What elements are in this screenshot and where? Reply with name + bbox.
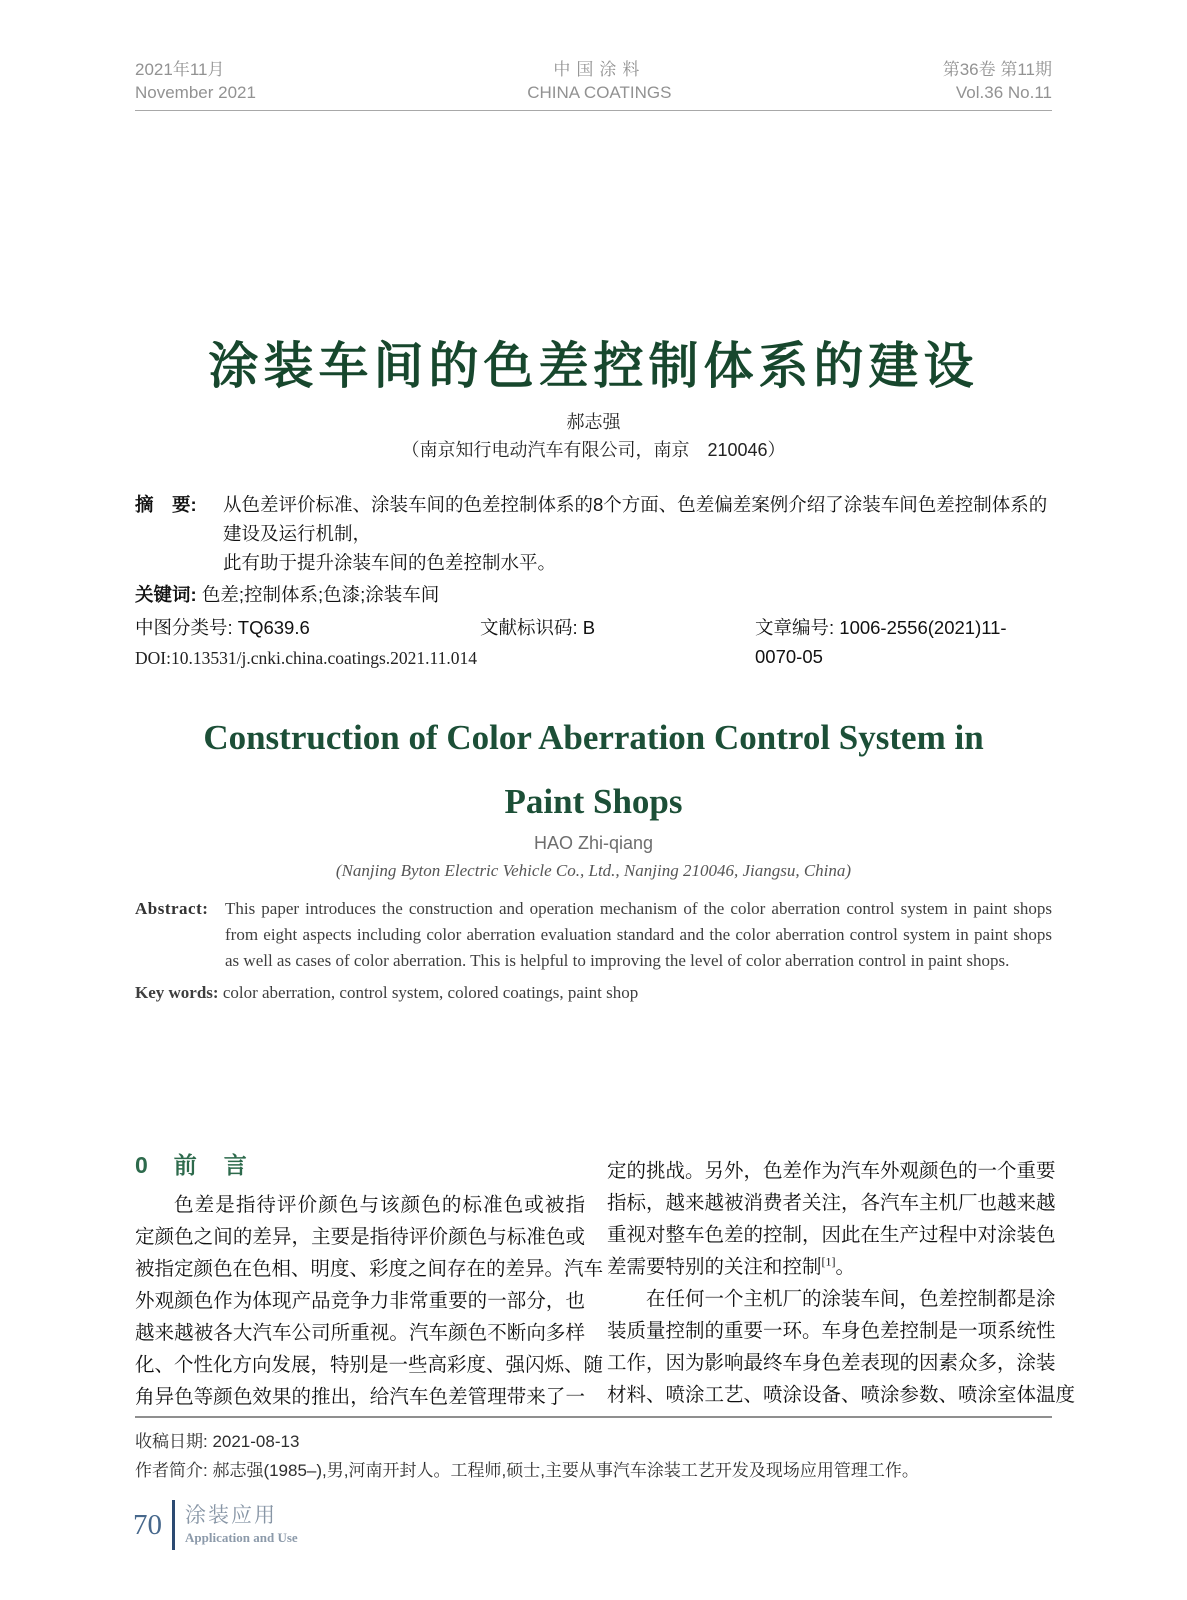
received-date: 收稿日期: 2021-08-13: [135, 1432, 300, 1451]
affiliation-en: (Nanjing Byton Electric Vehicle Co., Ltd., Nanjing 210046, Jiangsu, China): [335, 861, 852, 880]
author-bio: 作者简介: 郝志强(1985–),男,河南开封人。工程师,硕士,主要从事汽车涂装工艺开发及现场应用管理工作。: [135, 1461, 919, 1480]
abstract-block-en: [135, 896, 1052, 1006]
abstract-cn-text: [223, 490, 1052, 577]
journal-header: [135, 58, 1052, 104]
footer-column-name: [185, 1503, 298, 1547]
keywords-en-label: Key words:: [135, 983, 219, 1002]
article-title-cn: 涂装车间的色差控制体系的建设: [208, 338, 979, 394]
header-issue-en: Vol.36 No.11: [955, 83, 1052, 102]
body-line-with-reference: [607, 1252, 1052, 1284]
body-line-text: 差需要特别的关注和控制: [607, 1257, 822, 1278]
introduction-section: [135, 1150, 1076, 1414]
reference-marker: [1]: [821, 1254, 836, 1269]
abstract-cn-label: 摘 要:: [135, 494, 197, 515]
page-footer: [133, 1500, 298, 1550]
body-line: 材料、喷涂工艺、喷涂设备、喷涂参数、喷涂室体温度: [607, 1385, 1076, 1406]
body-line: 工作，因为影响最终车身色差表现的因素众多，涂装: [607, 1353, 1056, 1374]
body-line: 装质量控制的重要一环。车身色差控制是一项系统性: [607, 1321, 1056, 1342]
abstract-cn-line1: 从色差评价标准、涂装车间的色差控制体系的8个方面、色差偏差案例介绍了涂装车间色差控制体系的建设及运行机制，: [223, 494, 1048, 544]
body-line: 指标，越来越被消费者关注，各汽车主机厂也越来越: [607, 1193, 1056, 1214]
keywords-cn-row: [135, 580, 1052, 609]
header-date-cn: 2021年11月: [135, 60, 225, 79]
document-code: 文献标识码: B: [480, 617, 596, 638]
abstract-cn-row: [135, 490, 1052, 577]
header-issue-cn: 第36卷 第11期: [942, 60, 1052, 79]
keywords-en-text: color aberration, control system, colored coatings, paint shop: [222, 983, 639, 1002]
abstract-en-label: Abstract:: [135, 899, 209, 918]
keywords-cn-text: 色差;控制体系;色漆;涂装车间: [201, 584, 440, 605]
intro-column-right: [607, 1150, 1076, 1414]
body-line: 色差是指待评价颜色与该颜色的标准色或被指: [174, 1195, 585, 1216]
body-line: 被指定颜色在色相、明度、彩度之间存在的差异。汽车: [135, 1259, 604, 1280]
footnote-block: [135, 1416, 1052, 1485]
body-line: 重视对整车色差的控制，因此在生产过程中对涂装色: [607, 1225, 1056, 1246]
body-line: 化、个性化方向发展，特别是一些高彩度、强闪烁、随: [135, 1355, 604, 1376]
header-issue: [943, 58, 1052, 104]
intro-column-left: [135, 1150, 604, 1414]
footer-divider-bar: [172, 1500, 175, 1550]
title-en-line1: Construction of Color Aberration Control System in: [203, 718, 984, 757]
article-title-en: [0, 706, 1187, 834]
abstract-en-text: This paper introduces the construction and operation mechanism of the color aberration control system in paint shops from eight aspects including color aberration evaluation standard and the color aberration control system in paint shops as well as cases of color aberration. This is helpful to improving the level of color aberration control in paint shops.: [225, 899, 1052, 970]
body-line: 在任何一个主机厂的涂装车间，色差控制都是涂: [646, 1289, 1056, 1310]
affiliation-cn: （南京知行电动汽车有限公司，南京 210046）: [401, 440, 786, 460]
body-line: 定的挑战。另外，色差作为汽车外观颜色的一个重要: [607, 1161, 1056, 1182]
header-date-en: November 2021: [135, 83, 256, 102]
body-line-tail: 。: [835, 1257, 856, 1278]
header-divider: [135, 110, 1052, 111]
article-id: 文章编号: 1006-2556(2021)11-0070-05: [755, 617, 1007, 667]
footnote-divider: [135, 1416, 1052, 1418]
author-name-cn: 郝志强: [566, 412, 621, 432]
page-number: 70: [133, 1508, 162, 1541]
footer-column-cn: 涂装应用: [185, 1504, 277, 1527]
abstract-block-cn: [135, 490, 1052, 673]
footer-column-en: Application and Use: [185, 1530, 298, 1545]
keywords-en-row: [135, 980, 1052, 1006]
clc-number: 中图分类号: TQ639.6: [135, 617, 310, 638]
journal-name-en: CHINA COATINGS: [527, 83, 672, 102]
title-en-line2: Paint Shops: [504, 782, 683, 821]
body-line: 定颜色之间的差异，主要是指待评价颜色与标准色或: [135, 1227, 585, 1248]
section-number: 0: [135, 1152, 148, 1178]
journal-name-cn: 中国涂料: [553, 60, 646, 79]
author-name-en: HAO Zhi-qiang: [533, 833, 654, 853]
body-line: 越来越被各大汽车公司所重视。汽车颜色不断向多样: [135, 1323, 585, 1344]
doi: DOI:10.13531/j.cnki.china.coatings.2021.11.014: [135, 648, 478, 668]
abstract-cn-line2: 此有助于提升涂装车间的色差控制水平。: [223, 552, 557, 573]
section-title: 前 言: [173, 1152, 249, 1178]
keywords-cn-label: 关键词:: [135, 584, 197, 605]
header-journal-name: [527, 58, 671, 104]
section-heading: [135, 1150, 585, 1180]
header-date: [135, 58, 256, 104]
abstract-en-paragraph: [135, 896, 1052, 974]
body-line: 外观颜色作为体现产品竞争力非常重要的一部分，也: [135, 1291, 585, 1312]
body-line: 角异色等颜色效果的推出，给汽车色差管理带来了一: [135, 1387, 585, 1408]
